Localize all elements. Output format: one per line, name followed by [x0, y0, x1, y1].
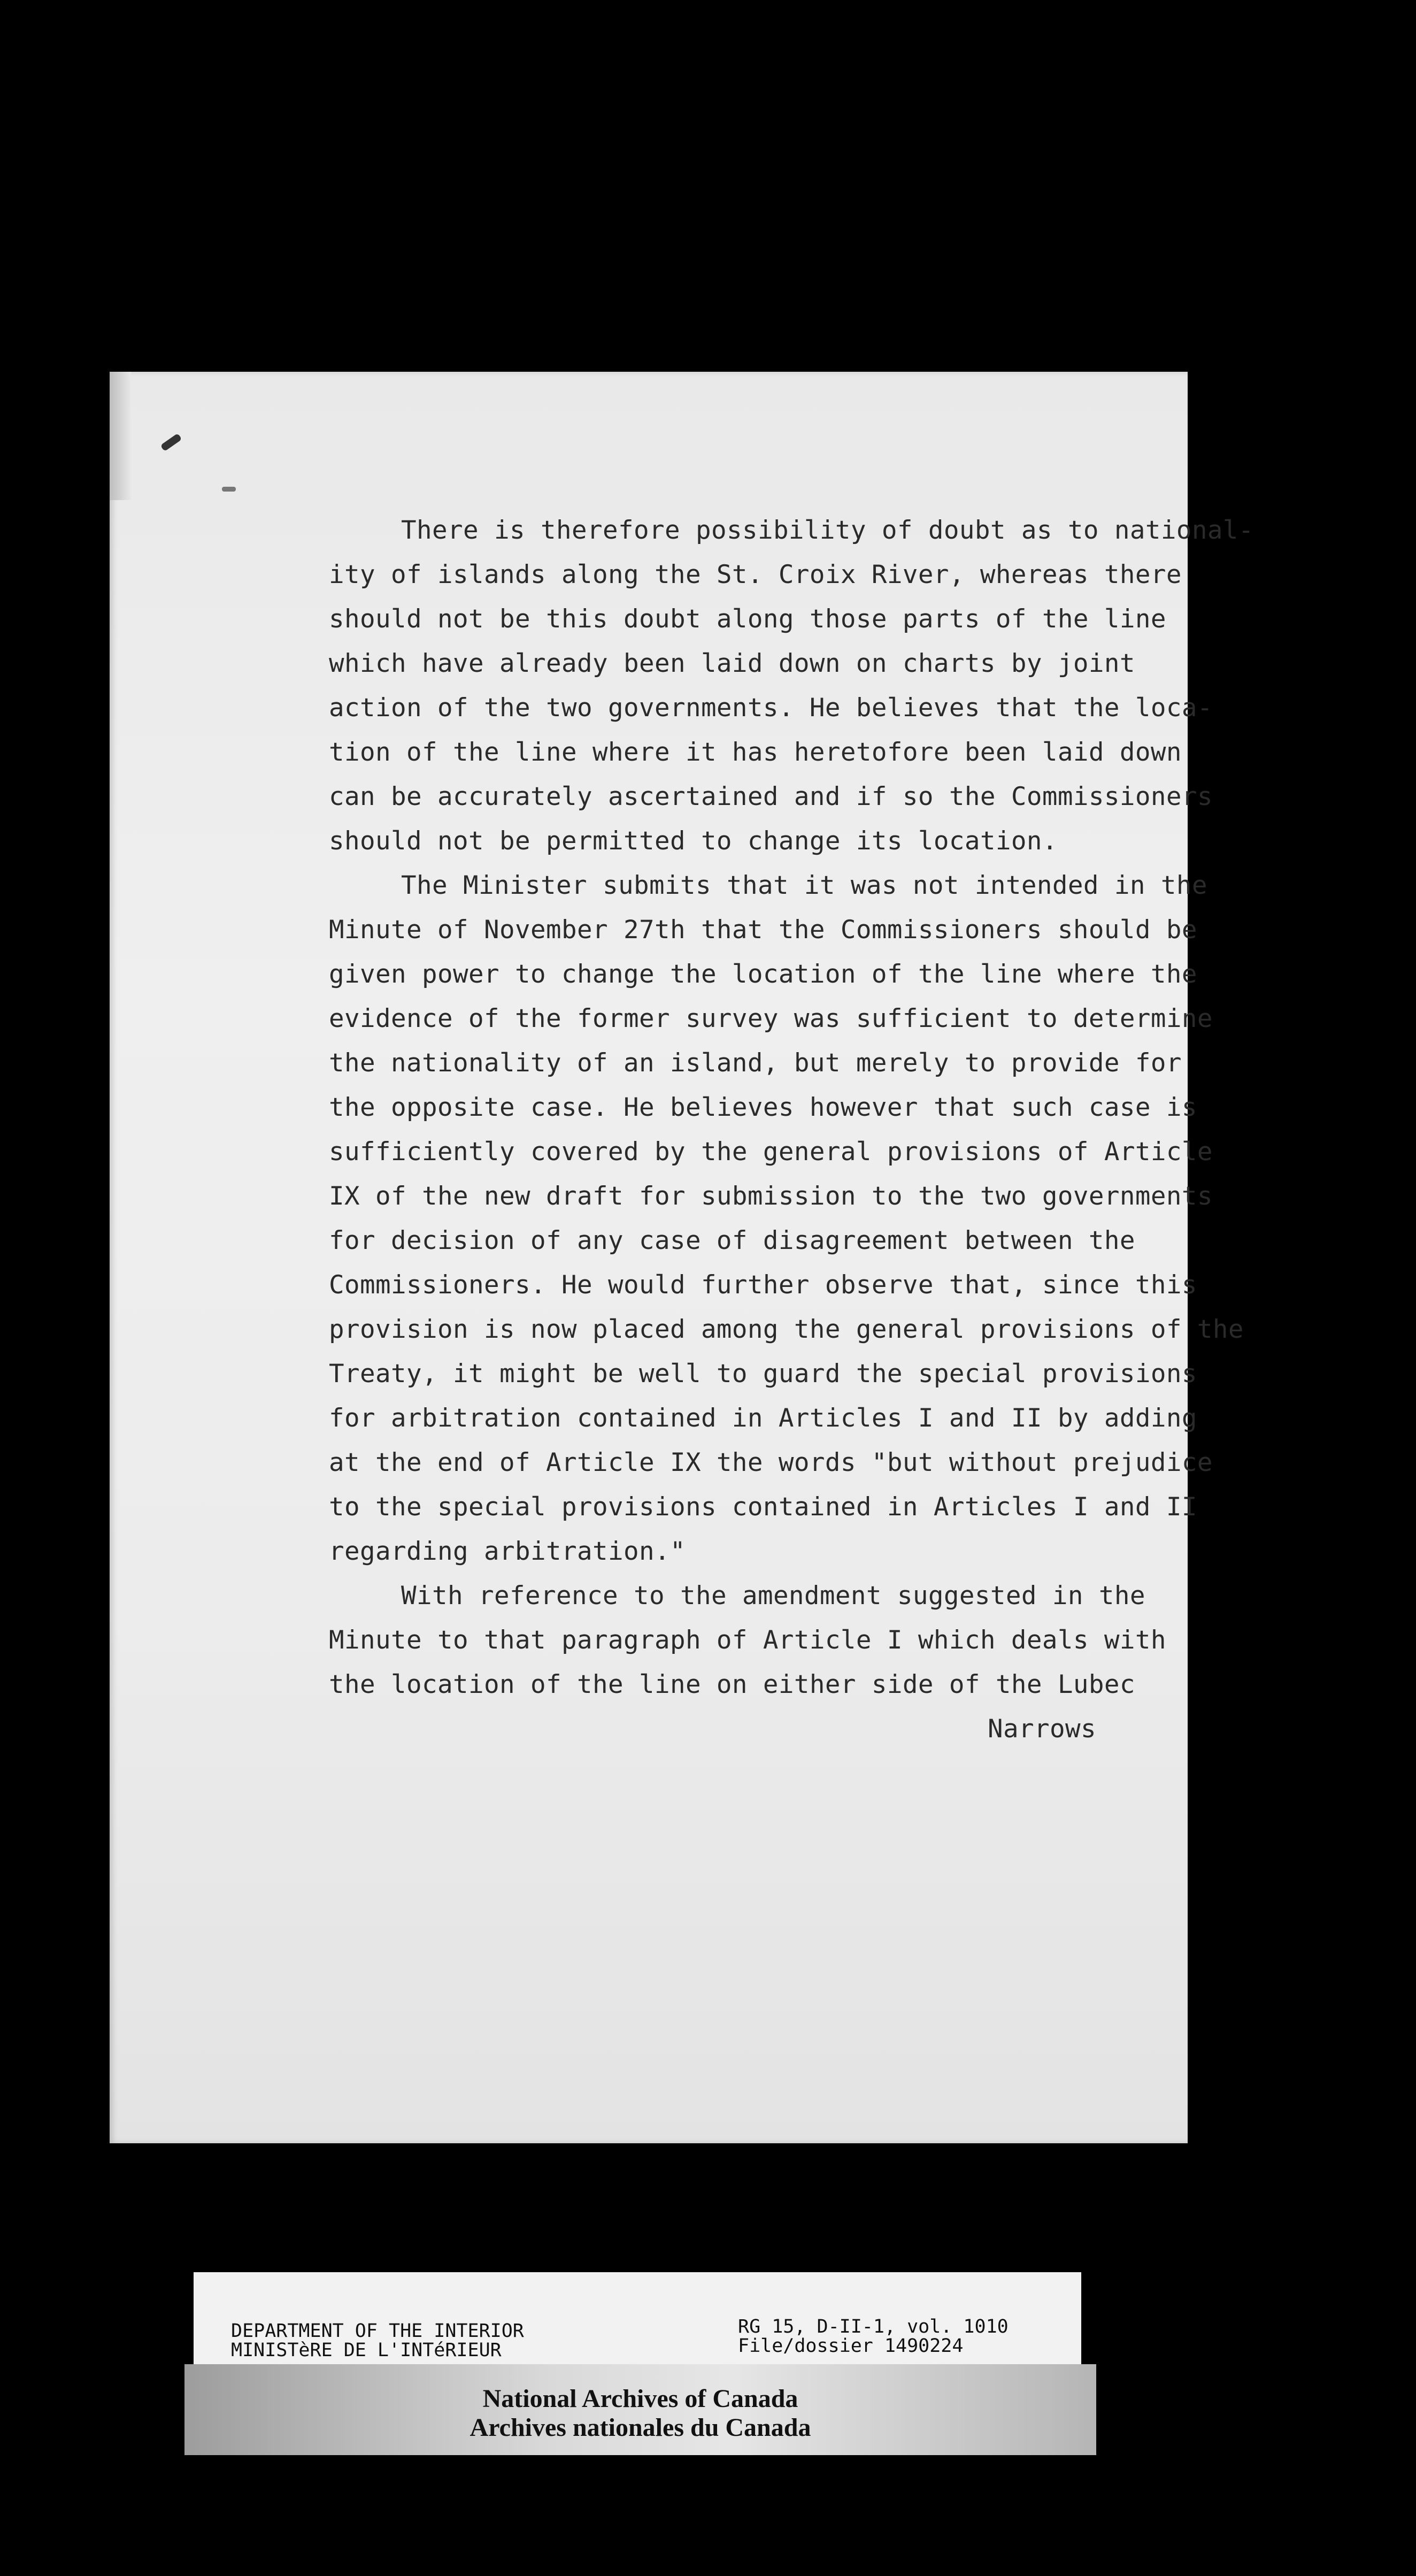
text-line: should not be permitted to change its location. — [329, 826, 1058, 856]
text-line: can be accurately ascertained and if so the Commissioners — [329, 782, 1213, 811]
archives-name-en: National Archives of Canada — [482, 2385, 798, 2413]
department-name — [231, 2321, 524, 2360]
department-en: DEPARTMENT OF THE INTERIOR — [231, 2320, 524, 2342]
text-line: Treaty, it might be well to guard the special provisions — [329, 1359, 1197, 1389]
text-line: There is therefore possibility of doubt as to national- — [401, 516, 1254, 545]
page-edge — [110, 372, 131, 500]
text-line: Minute of November 27th that the Commissioners should be — [329, 915, 1197, 945]
text-line: which have already been laid down on charts by joint — [329, 649, 1135, 678]
department-fr: MINISTèRE DE L'INTéRIEUR — [231, 2340, 502, 2361]
text-line: regarding arbitration." — [329, 1537, 686, 1566]
text-line: With reference to the amendment suggested in the — [401, 1581, 1145, 1611]
text-line: Minute to that paragraph of Article I which deals with — [329, 1626, 1166, 1655]
text-line: provision is now placed among the general provisions of the — [329, 1315, 1244, 1344]
text-line: The Minister submits that it was not intended in the — [401, 871, 1207, 900]
text-line: should not be this doubt along those parts of the line — [329, 604, 1166, 634]
text-line: given power to change the location of the line where the — [329, 960, 1197, 989]
text-line: for decision of any case of disagreement between the — [329, 1226, 1135, 1255]
archives-name-fr: Archives nationales du Canada — [470, 2413, 811, 2442]
text-line: Commissioners. He would further observe that, since this — [329, 1270, 1197, 1300]
text-line: the nationality of an island, but merely to provide for — [329, 1048, 1182, 1078]
archive-reference-label — [194, 2272, 1081, 2365]
file-reference — [738, 2317, 1009, 2356]
record-group: RG 15, D-II-1, vol. 1010 — [738, 2316, 1009, 2337]
archives-name — [184, 2385, 1096, 2442]
archives-banner — [184, 2364, 1096, 2455]
text-line: the location of the line on either side of the Lubec — [329, 1670, 1135, 1699]
text-line: action of the two governments. He believes that the loca- — [329, 693, 1213, 723]
text-line: to the special provisions contained in Articles I and II — [329, 1492, 1197, 1522]
catchword: Narrows — [988, 1714, 1096, 1744]
text-line: the opposite case. He believes however that such case is — [329, 1093, 1197, 1122]
ink-mark — [160, 433, 182, 451]
text-line: at the end of Article IX the words "but without prejudice — [329, 1448, 1213, 1477]
text-line: for arbitration contained in Articles I and II by adding — [329, 1404, 1197, 1433]
ink-mark — [222, 487, 236, 492]
text-line: tion of the line where it has heretofore been laid down — [329, 738, 1182, 767]
text-line: IX of the new draft for submission to the two governments — [329, 1182, 1213, 1211]
typed-text — [329, 508, 1254, 1751]
text-line: ity of islands along the St. Croix River, whereas there — [329, 560, 1182, 589]
file-number: File/dossier 1490224 — [738, 2335, 964, 2357]
text-line: sufficiently covered by the general provisions of Article — [329, 1137, 1213, 1167]
text-line: evidence of the former survey was sufficient to determine — [329, 1004, 1213, 1033]
